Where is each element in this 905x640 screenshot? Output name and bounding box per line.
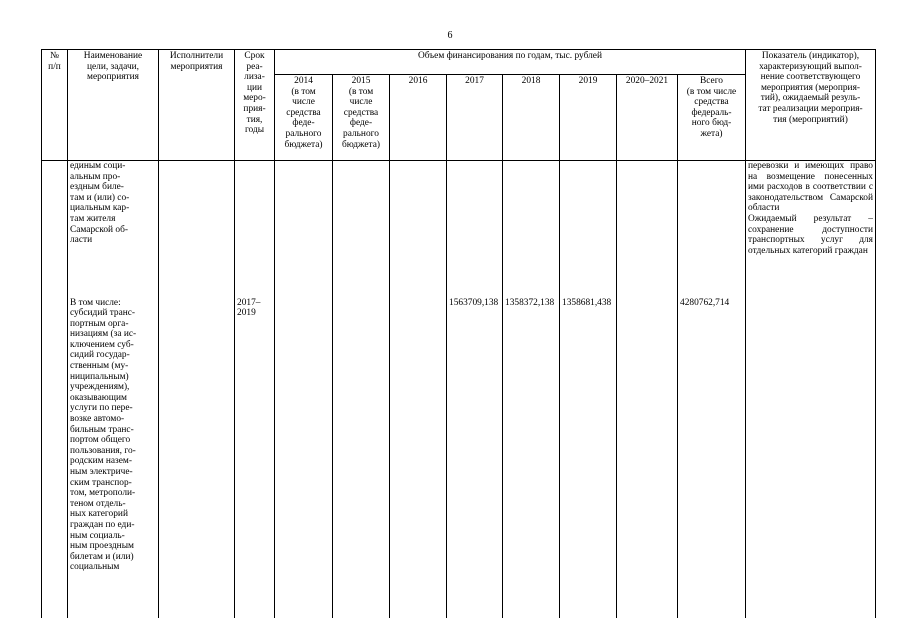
col-executors-header: Исполнители мероприятия [159, 50, 235, 161]
program-table [41, 49, 876, 618]
total-header: Всего (в том числе средства федераль- ного бюд- жета) [678, 75, 746, 161]
year-2015-header: 2015 (в том числе средства феде- рального бюджета) [333, 75, 390, 161]
row-subsidy-2017: 1563709,138 [447, 298, 503, 618]
header-row-top [42, 50, 876, 75]
row-continued-name: единым соци- альным про- ездным биле- там и (или) со- циальным кар- там жителя Самарской об- ласти [68, 161, 159, 298]
year-2020-2021-header: 2020–2021 [617, 75, 678, 161]
row-continued-indicator: перевозки и имеющих право на возмещение понесенных ими расходов в соответствии с законодательством Самарской области Ожидаемый результат – сохранение доступности транспортных услуг для отдельных категорий граждан [746, 161, 876, 298]
table-row [42, 298, 876, 618]
col-indicator-header: Показатель (индикатор), характеризующий выпол- нение соответствующего мероприятия (мероприя- тий), ожидаемый резуль- тат реализации мероприя- тия (мероприятий) [746, 50, 876, 161]
row-subsidy-2018: 1358372,138 [503, 298, 560, 618]
col-name-header: Наименование цели, задачи, мероприятия [68, 50, 159, 161]
row-subsidy-name: В том числе: субсидий транс- портным орга- низациям (за ис- ключением суб- сидий государ- ственным (му- ниципальным) учреждениям), оказывающим услуги по пере- возке автомо- бильным транс- портом общего пользования, го- родским назем- ным электриче- ским транспор- том, метрополи- теном отдель- ных категорий граждан по еди- ным социаль- ным проездным билетам и (или) социальным [68, 298, 159, 618]
year-2014-header: 2014 (в том числе средства феде- рального бюджета) [275, 75, 333, 161]
year-2016-header: 2016 [390, 75, 447, 161]
year-2019-header: 2019 [560, 75, 617, 161]
row-subsidy-total: 4280762,714 [678, 298, 746, 618]
table-row [42, 161, 876, 298]
col-funding-header: Объем финансирования по годам, тыс. рублей [275, 50, 746, 75]
row-subsidy-2019: 1358681,438 [560, 298, 617, 618]
col-number-header: № п/п [42, 50, 68, 161]
row-subsidy-term: 2017– 2019 [235, 298, 275, 618]
year-2017-header: 2017 [447, 75, 503, 161]
col-term-header: Срок реа- лиза- ции меро- прия- тия, годы [235, 50, 275, 161]
year-2018-header: 2018 [503, 75, 560, 161]
page-number: 6 [447, 30, 453, 41]
